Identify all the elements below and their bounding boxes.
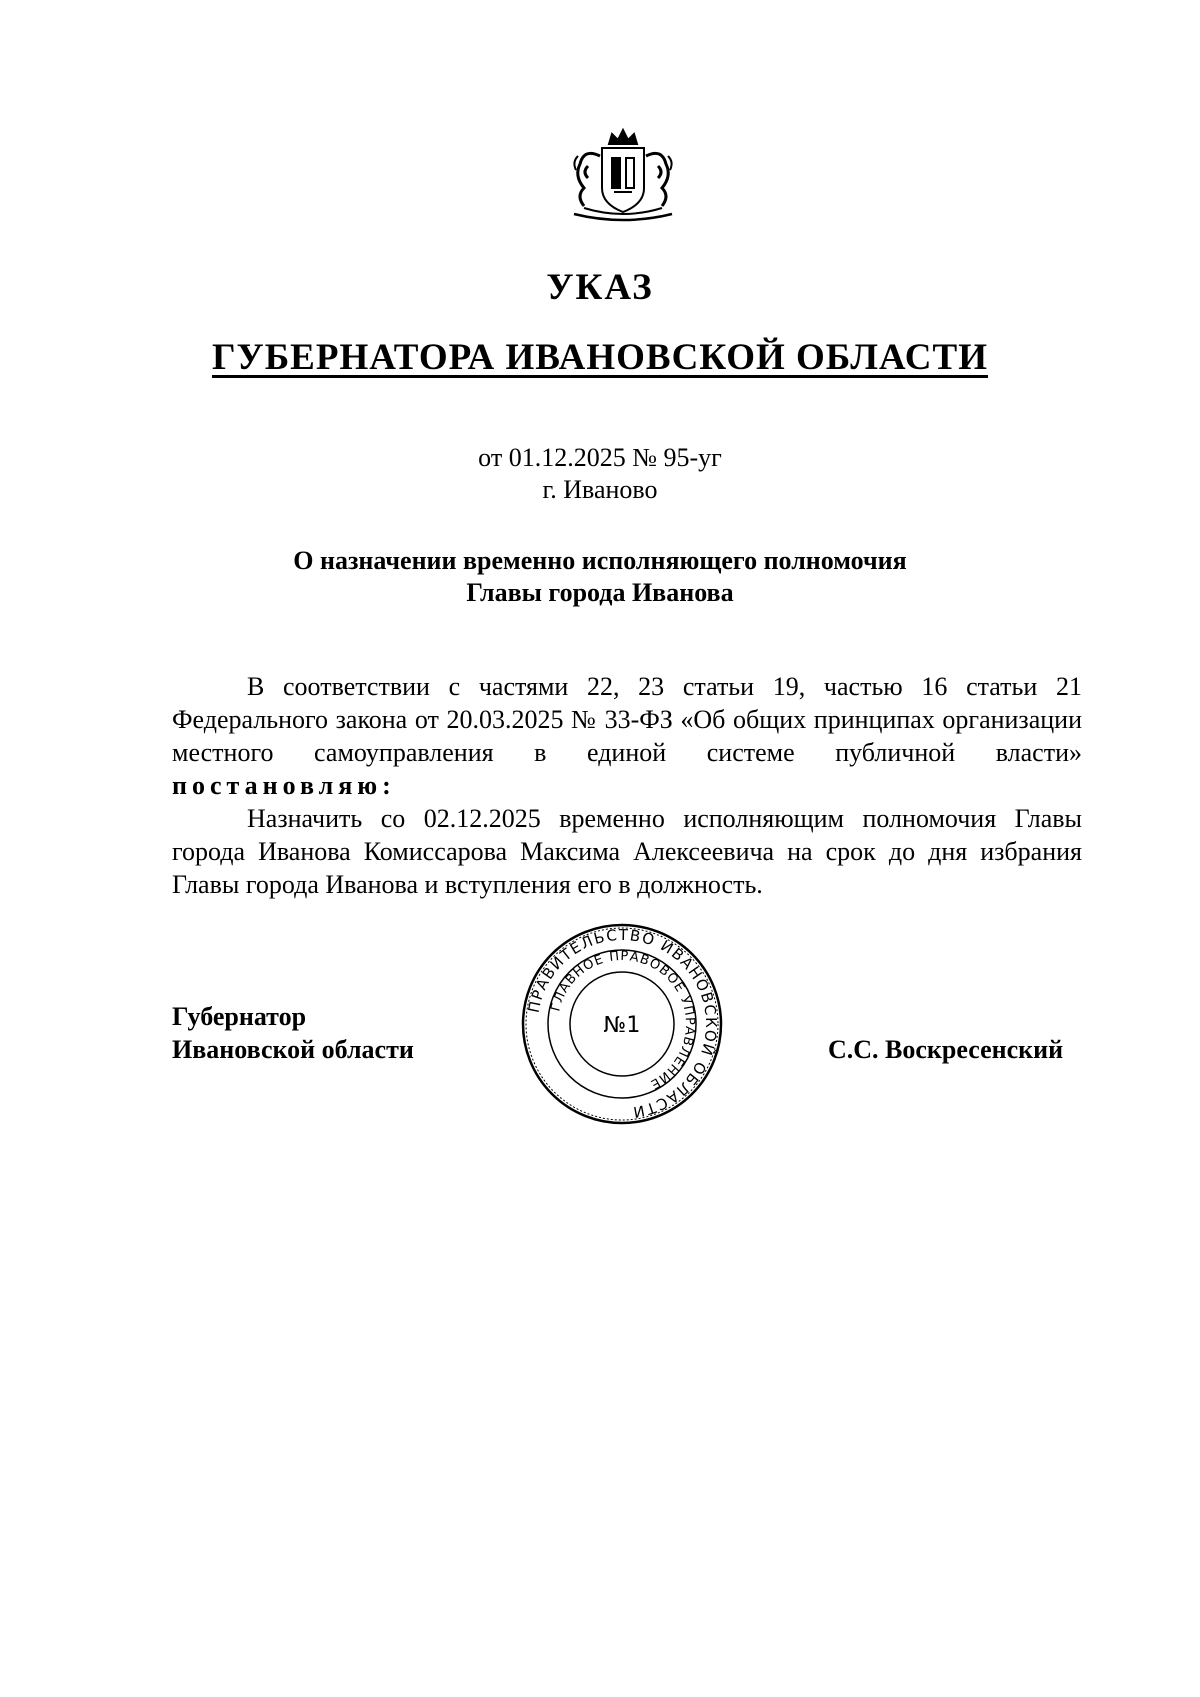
decree-keyword: постановляю: [172, 771, 396, 800]
paragraph-1 [172, 670, 1082, 802]
document-title: УКАЗ [546, 267, 654, 308]
coat-of-arms-emblem [554, 126, 692, 226]
seal-inner-text: ГЛАВНОЕ ПРАВОВОЕ УПРАВЛЕНИЕ [548, 948, 698, 1092]
signatory-position [172, 1000, 414, 1066]
signatory-name: С.С. Воскресенский [828, 1035, 1064, 1064]
official-seal [520, 922, 724, 1126]
document-subtitle [0, 336, 1200, 379]
seal-outer-text: ПРАВИТЕЛЬСТВО ИВАНОВСКОЙ ОБЛАСТИ [524, 925, 721, 1122]
paragraph-1-text: В соответствии с частями 22, 23 статьи 19, частью 16 статьи 21 Федерального закона от 20.03.2025 № 33-ФЗ «Об общих принципах организации местного самоуправления в единой системе публичной власти» [172, 672, 1082, 767]
date-number: от 01.12.2025 № 95-уг [478, 443, 722, 472]
position-line-1: Губернатор [172, 1002, 307, 1031]
subject-line-2: Главы города Иванова [466, 578, 734, 607]
subject-line-1: О назначении временно исполняющего полномочия [293, 546, 907, 575]
city: г. Иваново [542, 475, 658, 504]
subject-heading [0, 545, 1200, 609]
document-body [172, 670, 1082, 901]
seal-number: №1 [603, 1013, 641, 1038]
paragraph-2: Назначить со 02.12.2025 временно исполняющим полномочия Главы города Иванова Комиссарова Максима Алексеевича на срок до дня избрания Главы города Иванова и вступления его в должность. [172, 804, 1082, 899]
issuer-name: ГУБЕРНАТОРА ИВАНОВСКОЙ ОБЛАСТИ [212, 337, 988, 378]
position-line-2: Ивановской области [172, 1035, 414, 1064]
